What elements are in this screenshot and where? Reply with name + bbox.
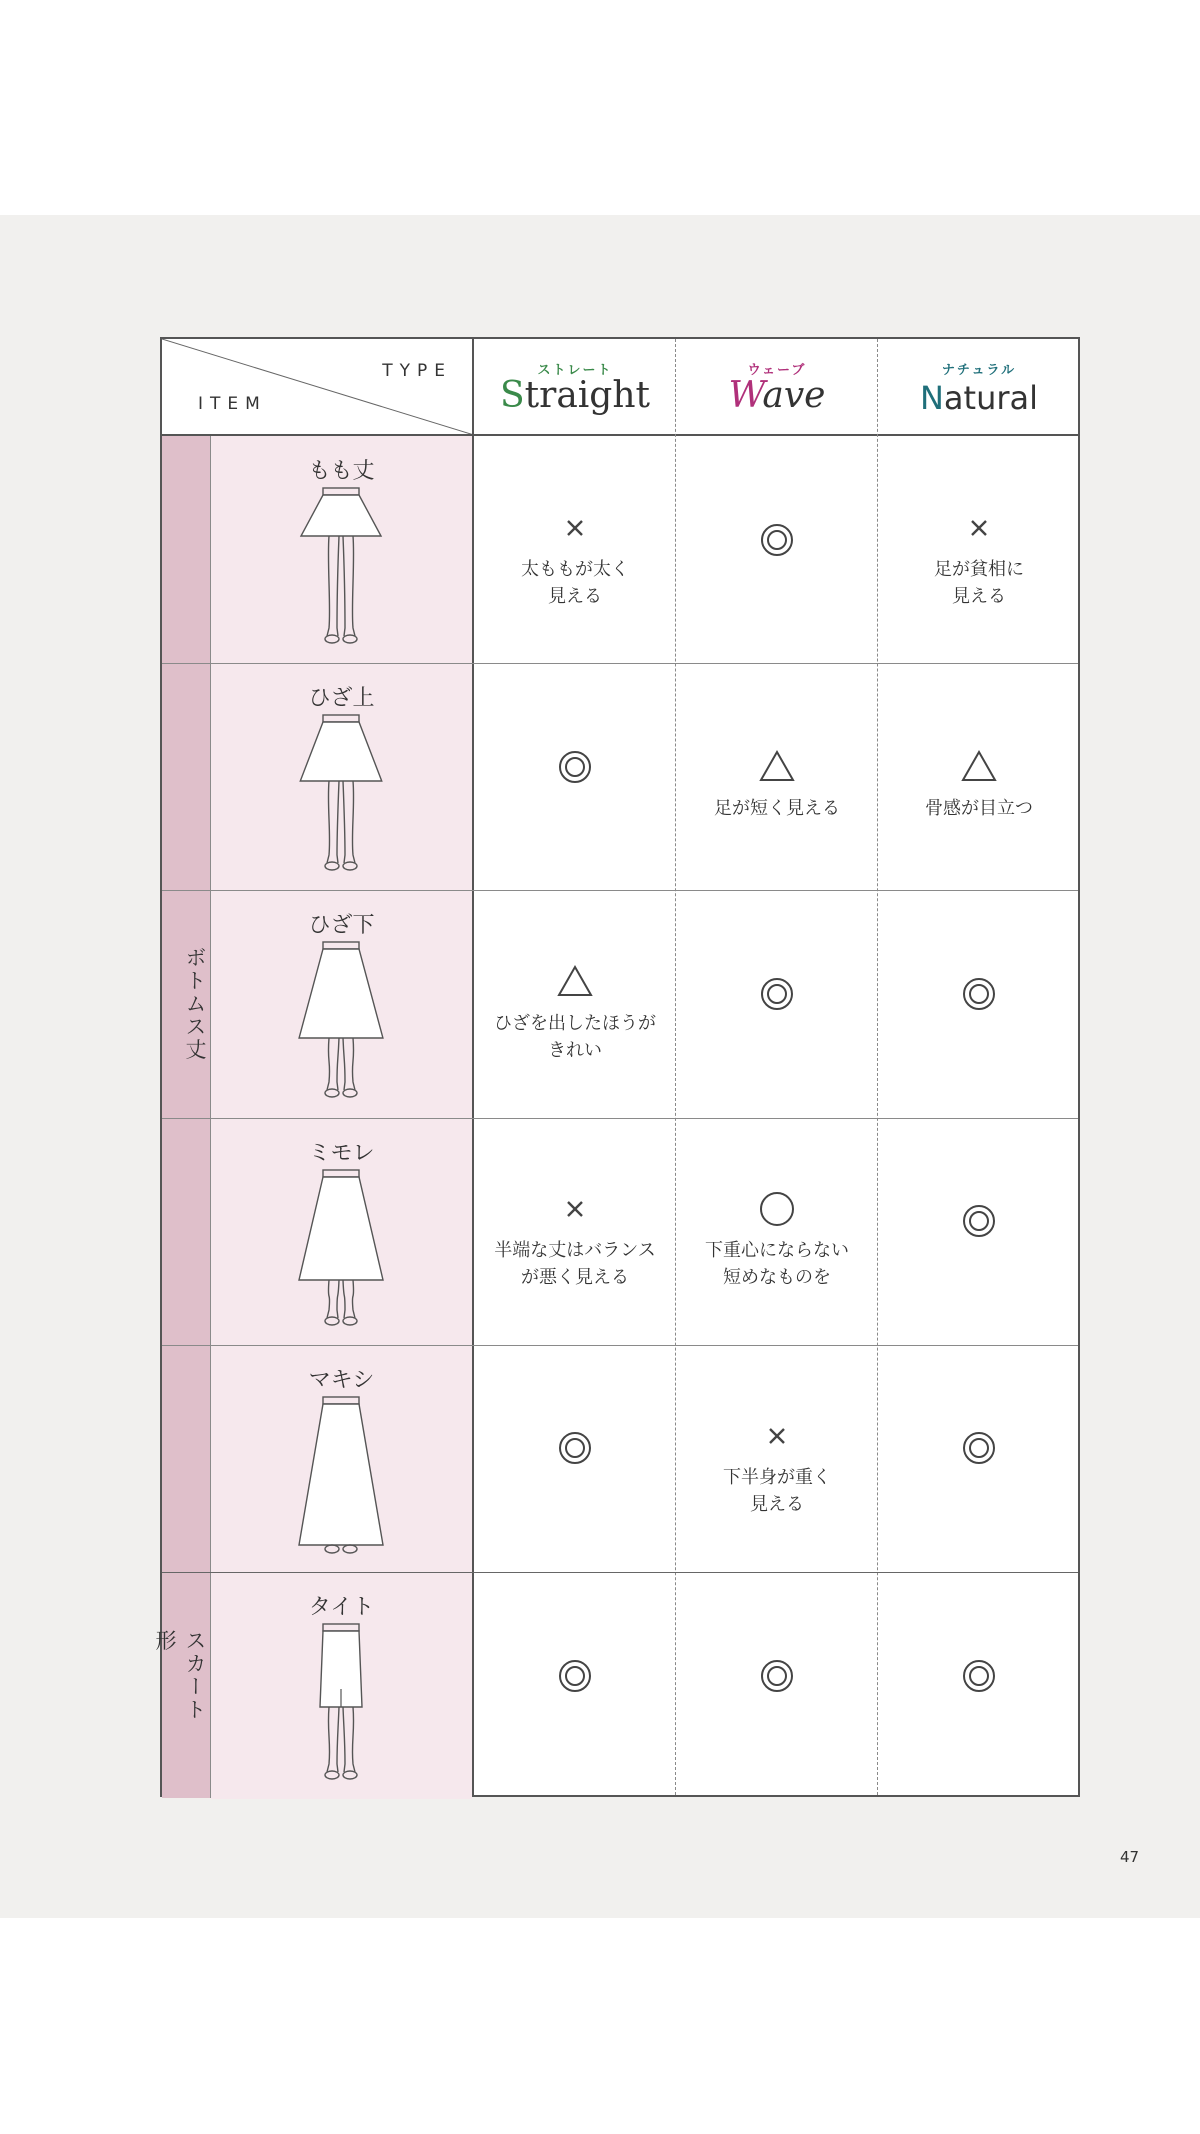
type-ruby-wave: ウェーブ bbox=[747, 363, 807, 378]
rating-note: 下重心にならない 短めなものを bbox=[705, 1240, 849, 1289]
rating-cell bbox=[474, 1118, 676, 1345]
rating-cell bbox=[474, 890, 676, 1117]
skirt-midi-icon bbox=[291, 1168, 391, 1328]
item-name: マキシ bbox=[308, 1367, 375, 1393]
rating-cell bbox=[878, 1572, 1080, 1799]
rating-cell bbox=[878, 1345, 1080, 1572]
type-name-straight: Straight bbox=[499, 375, 651, 416]
skirt-above-knee-icon bbox=[291, 713, 391, 873]
rating-cell bbox=[676, 1118, 878, 1345]
rating-mark bbox=[878, 974, 1080, 1018]
cross-mark-icon bbox=[757, 1416, 797, 1456]
rating-mark bbox=[474, 1189, 676, 1233]
item-name: もも丈 bbox=[308, 459, 375, 484]
cross-mark-icon bbox=[959, 508, 999, 548]
rating-cell bbox=[676, 890, 878, 1117]
type-name-natural: Natural bbox=[919, 379, 1039, 417]
skirt-mini-icon bbox=[291, 486, 391, 646]
rating-mark bbox=[676, 747, 878, 791]
double-circle-mark-icon bbox=[757, 1656, 797, 1696]
item-cell bbox=[211, 663, 472, 890]
double-circle-mark-icon bbox=[959, 1656, 999, 1696]
header-corner-cell bbox=[162, 339, 474, 435]
category-bottoms-length bbox=[162, 436, 211, 1572]
rating-mark bbox=[676, 974, 878, 1018]
rating-mark bbox=[878, 1656, 1080, 1700]
double-circle-mark-icon bbox=[555, 1656, 595, 1696]
circle-mark-icon bbox=[757, 1189, 797, 1229]
item-name: ひざ下 bbox=[308, 913, 375, 939]
rating-note: 骨感が目立つ bbox=[925, 797, 1033, 819]
triangle-mark-icon bbox=[959, 747, 999, 787]
rating-cell bbox=[676, 663, 878, 890]
triangle-mark-icon bbox=[555, 962, 595, 1002]
item-figure bbox=[291, 713, 391, 877]
double-circle-mark-icon bbox=[555, 747, 595, 787]
diagonal-divider bbox=[162, 339, 474, 435]
cross-mark-icon bbox=[555, 1189, 595, 1229]
rating-cell bbox=[474, 436, 676, 663]
item-name: ミモレ bbox=[308, 1140, 375, 1166]
type-ruby-natural: ナチュラル bbox=[941, 363, 1017, 378]
type-header-wave bbox=[676, 339, 878, 435]
page-number: 47 bbox=[1120, 1848, 1140, 1866]
rating-mark bbox=[676, 1656, 878, 1700]
rating-mark bbox=[878, 1428, 1080, 1472]
rating-note: 下半身が重く 見える bbox=[723, 1467, 831, 1516]
double-circle-mark-icon bbox=[959, 1201, 999, 1241]
item-figure bbox=[291, 1168, 391, 1332]
skirt-tight-icon bbox=[291, 1622, 391, 1782]
item-cell bbox=[211, 436, 472, 663]
rating-mark bbox=[474, 1428, 676, 1472]
category-label: スカート形 bbox=[153, 1629, 207, 1722]
item-figure bbox=[291, 1395, 391, 1559]
item-name: ひざ上 bbox=[308, 686, 375, 712]
rating-cell bbox=[676, 436, 878, 663]
rating-mark bbox=[676, 520, 878, 564]
double-circle-mark-icon bbox=[757, 520, 797, 560]
double-circle-mark-icon bbox=[959, 974, 999, 1014]
item-figure bbox=[291, 486, 391, 650]
item-label: ITEM bbox=[198, 394, 267, 414]
item-cell bbox=[211, 1118, 472, 1345]
rating-note: 足が短く見える bbox=[714, 797, 840, 819]
type-name-wave: Wave bbox=[728, 375, 826, 416]
rating-mark bbox=[878, 1201, 1080, 1245]
type-header-straight bbox=[474, 339, 676, 435]
rating-cell bbox=[676, 1572, 878, 1799]
double-circle-mark-icon bbox=[959, 1428, 999, 1468]
type-ruby-straight: ストレート bbox=[537, 363, 613, 378]
rating-note: ひざを出したほうが きれい bbox=[494, 1012, 656, 1061]
rating-cell bbox=[474, 1345, 676, 1572]
double-circle-mark-icon bbox=[555, 1428, 595, 1468]
rating-mark bbox=[474, 508, 676, 552]
rating-mark bbox=[474, 962, 676, 1006]
double-circle-mark-icon bbox=[757, 974, 797, 1014]
skirt-below-knee-icon bbox=[291, 940, 391, 1100]
item-cell bbox=[211, 1572, 472, 1799]
rating-note: 足が貧相に 見える bbox=[934, 558, 1024, 607]
rating-mark bbox=[878, 508, 1080, 552]
item-cell bbox=[211, 890, 472, 1117]
rating-cell bbox=[878, 663, 1080, 890]
rating-mark bbox=[676, 1189, 878, 1233]
triangle-mark-icon bbox=[757, 747, 797, 787]
rating-mark bbox=[878, 747, 1080, 791]
item-figure bbox=[291, 1622, 391, 1786]
item-figure bbox=[291, 940, 391, 1104]
item-name: タイト bbox=[308, 1595, 375, 1620]
type-label: TYPE bbox=[382, 361, 452, 381]
category-skirt-shape bbox=[153, 1572, 211, 1798]
cross-mark-icon bbox=[555, 508, 595, 548]
rating-note: 太ももが太く 見える bbox=[521, 558, 629, 607]
rating-cell bbox=[878, 890, 1080, 1117]
rating-cell bbox=[474, 1572, 676, 1799]
rating-note: 半端な丈はバランス が悪く見える bbox=[494, 1240, 656, 1289]
rating-cell bbox=[474, 663, 676, 890]
rating-mark bbox=[676, 1416, 878, 1460]
rating-cell bbox=[878, 1118, 1080, 1345]
rating-mark bbox=[474, 747, 676, 791]
skirt-maxi-icon bbox=[291, 1395, 391, 1555]
rating-cell bbox=[676, 1345, 878, 1572]
type-header-natural bbox=[878, 339, 1080, 435]
rating-cell bbox=[878, 436, 1080, 663]
item-cell bbox=[211, 1345, 472, 1572]
category-label: ボトムス丈 bbox=[183, 946, 207, 1062]
skirt-length-table bbox=[153, 337, 1080, 1797]
rating-mark bbox=[474, 1656, 676, 1700]
